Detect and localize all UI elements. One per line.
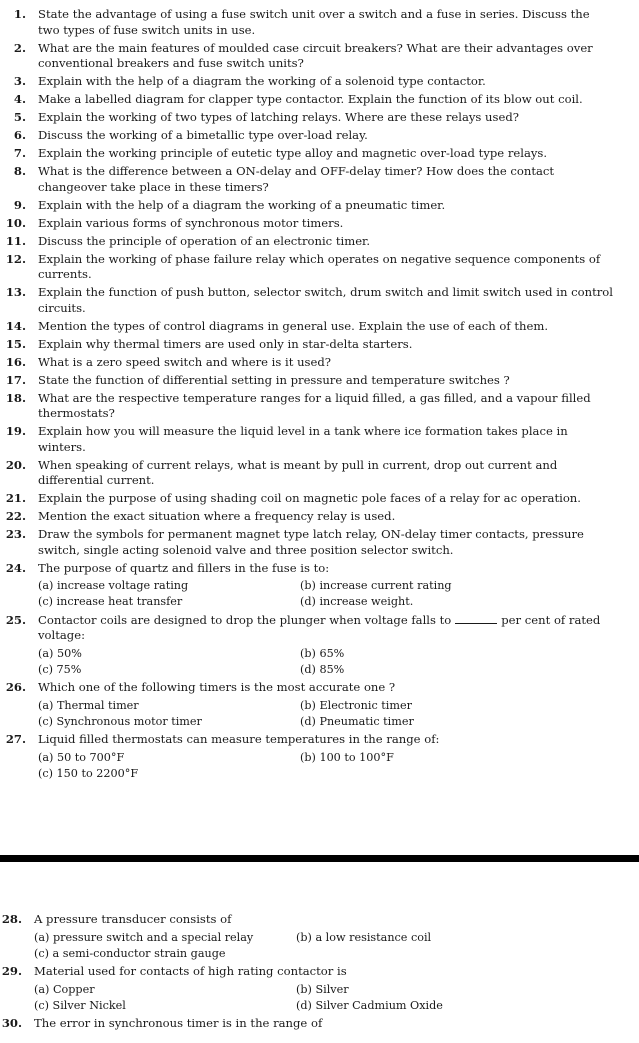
answer-blank	[455, 623, 497, 624]
question-number: 17.	[5, 372, 26, 387]
answer-option: (b) 65%	[300, 646, 345, 660]
question-item	[0, 110, 639, 126]
question-number: 26.	[5, 680, 26, 694]
question-text: Explain with the help of a diagram the working of a pneumatic timer.	[38, 197, 446, 212]
answer-option: (b) increase current rating	[300, 579, 452, 592]
question-text: What are the main features of moulded case circuit breakers? What are their advantages over conventional breakers and fuse switch units?	[38, 40, 593, 70]
question-item	[0, 680, 639, 730]
question-item	[0, 613, 639, 678]
question-number: 24.	[5, 560, 26, 575]
question-number: 29.	[1, 964, 22, 978]
answer-option: (a) 50%	[38, 646, 82, 660]
answer-option: (c) Silver Nickel	[34, 998, 126, 1012]
question-text: Liquid filled thermostats can measure temperatures in the range of:	[38, 732, 440, 746]
question-item	[0, 964, 639, 1014]
question-text: Mention the exact situation where a frequency relay is used.	[38, 509, 396, 523]
question-number: 3.	[13, 74, 26, 88]
question-text: The error in synchronous timer is in the range of	[34, 1016, 323, 1030]
question-text: Which one of the following timers is the most accurate one ?	[38, 680, 396, 694]
mcq-list-continued	[0, 862, 639, 1032]
question-number: 11.	[5, 233, 26, 248]
question-text: When speaking of current relays, what is meant by pull in current, drop out current and differential current.	[38, 457, 558, 487]
question-text: A pressure transducer consists of	[34, 912, 232, 926]
question-item	[0, 74, 639, 90]
question-item	[0, 319, 639, 335]
question-item	[0, 337, 639, 353]
question-item	[0, 1016, 639, 1032]
question-number: 9.	[13, 197, 26, 212]
question-number: 30.	[1, 1016, 22, 1030]
question-number: 8.	[13, 164, 26, 178]
question-item	[0, 391, 639, 422]
question-item	[0, 373, 639, 389]
question-text-before: Contactor coils are designed to drop the plunger when voltage falls to	[38, 612, 452, 627]
question-number: 23.	[5, 527, 26, 541]
answer-option: (c) a semi-conductor strain gauge	[34, 946, 226, 960]
cutoff-fade	[0, 1031, 639, 1043]
question-text: Draw the symbols for permanent magnet type latch relay, ON-delay timer contacts, pressure switch, single acting solenoid valve and three position selector switch.	[38, 527, 584, 557]
question-item	[0, 92, 639, 108]
question-text: Explain the working of phase failure relay which operates on negative sequence components of currents.	[38, 251, 601, 281]
question-item	[0, 424, 639, 455]
question-number: 14.	[5, 318, 26, 333]
question-text: What is the difference between a ON-delay and OFF-delay timer? How does the contact changeover take place in these timers?	[38, 164, 555, 194]
answer-option: (a) Thermal timer	[38, 698, 139, 712]
question-text: Explain various forms of synchronous motor timers.	[38, 215, 344, 230]
question-item	[0, 128, 639, 144]
question-item	[0, 7, 639, 38]
answer-option: (c) Synchronous motor timer	[38, 714, 202, 728]
page-divider	[0, 855, 639, 862]
question-number: 21.	[5, 491, 26, 505]
question-item	[0, 234, 639, 250]
question-item	[0, 198, 639, 214]
answer-options	[38, 578, 613, 610]
question-text: Explain with the help of a diagram the working of a solenoid type contactor.	[38, 74, 486, 88]
answer-option: (d) Pneumatic timer	[300, 714, 414, 728]
answer-option: (b) Electronic timer	[300, 698, 412, 712]
answer-options	[34, 930, 613, 962]
question-item	[0, 509, 639, 525]
question-number: 18.	[5, 390, 26, 405]
question-number: 22.	[5, 509, 26, 523]
answer-option: (d) Silver Cadmium Oxide	[296, 998, 443, 1012]
question-item	[0, 164, 639, 195]
question-item	[0, 527, 639, 558]
question-text: Discuss the working of a bimetallic type over-load relay.	[38, 128, 368, 142]
question-text: State the function of differential setting in pressure and temperature switches ?	[38, 372, 510, 387]
answer-options	[38, 646, 613, 678]
answer-option: (d) increase weight.	[300, 595, 414, 608]
answer-option: (b) Silver	[296, 982, 349, 996]
question-text: Mention the types of control diagrams in general use. Explain the use of each of them.	[38, 318, 549, 333]
answer-options	[38, 750, 613, 782]
question-number: 5.	[13, 110, 26, 124]
answer-option: (a) 50 to 700°F	[38, 750, 125, 764]
question-item	[0, 561, 639, 611]
question-item	[0, 912, 639, 962]
question-text: What are the respective temperature ranges for a liquid filled, a gas filled, and a vapour filled thermostats?	[38, 390, 591, 420]
question-number: 20.	[5, 457, 26, 472]
question-text: Make a labelled diagram for clapper type contactor. Explain the function of its blow out coil.	[38, 92, 583, 106]
question-text: Discuss the principle of operation of an electronic timer.	[38, 233, 371, 248]
answer-option: (c) increase heat transfer	[38, 595, 183, 608]
answer-option: (b) a low resistance coil	[296, 930, 432, 944]
question-text: Explain the purpose of using shading coil on magnetic pole faces of a relay for ac operation.	[38, 491, 581, 505]
question-number: 1.	[13, 7, 26, 21]
question-number: 19.	[5, 424, 26, 438]
question-number: 6.	[13, 128, 26, 142]
question-text: Explain why thermal timers are used only in star-delta starters.	[38, 336, 413, 351]
question-number: 13.	[5, 285, 26, 299]
answer-options	[38, 698, 613, 730]
question-text: Material used for contacts of high rating contactor is	[34, 964, 347, 978]
question-number: 27.	[5, 732, 26, 746]
question-text: State the advantage of using a fuse switch unit over a switch and a fuse in series. Discuss the two types of fuse switch units in use.	[38, 7, 590, 37]
question-text: What is a zero speed switch and where is it used?	[38, 354, 331, 369]
question-number: 25.	[5, 612, 26, 627]
question-text-after: per cent of rated voltage:	[38, 612, 601, 642]
question-number: 15.	[5, 336, 26, 351]
question-text: Explain the working principle of eutetic type alloy and magnetic over-load type relays.	[38, 146, 548, 160]
question-item	[0, 285, 639, 316]
question-item	[0, 355, 639, 371]
answer-options	[34, 982, 613, 1014]
question-number: 10.	[5, 215, 26, 230]
question-text: Explain the function of push button, selector switch, drum switch and limit switch used in control circuits.	[38, 285, 613, 315]
question-item	[0, 458, 639, 489]
question-text: Explain the working of two types of latching relays. Where are these relays used?	[38, 110, 519, 124]
question-item	[0, 216, 639, 232]
mcq-list	[0, 561, 639, 782]
question-item	[0, 491, 639, 507]
question-number: 12.	[5, 251, 26, 266]
question-number: 28.	[1, 912, 22, 926]
question-text: Explain how you will measure the liquid level in a tank where ice formation takes place in winters.	[38, 424, 568, 454]
answer-option: (a) pressure switch and a special relay	[34, 930, 254, 944]
answer-option: (b) 100 to 100°F	[300, 750, 394, 764]
answer-option: (c) 75%	[38, 662, 82, 676]
question-item	[0, 146, 639, 162]
question-item	[0, 732, 639, 782]
question-text: The purpose of quartz and fillers in the fuse is to:	[38, 560, 330, 575]
answer-option: (a) increase voltage rating	[38, 579, 189, 592]
question-item	[0, 252, 639, 283]
page-bottom	[0, 862, 639, 1043]
question-item	[0, 41, 639, 72]
answer-option: (d) 85%	[300, 662, 345, 676]
question-number: 7.	[13, 146, 26, 160]
answer-option: (a) Copper	[34, 982, 95, 996]
question-number: 2.	[13, 40, 26, 55]
question-text	[38, 613, 600, 643]
question-number: 4.	[13, 92, 26, 106]
question-number: 16.	[5, 354, 26, 369]
answer-option: (c) 150 to 2200°F	[38, 766, 139, 780]
